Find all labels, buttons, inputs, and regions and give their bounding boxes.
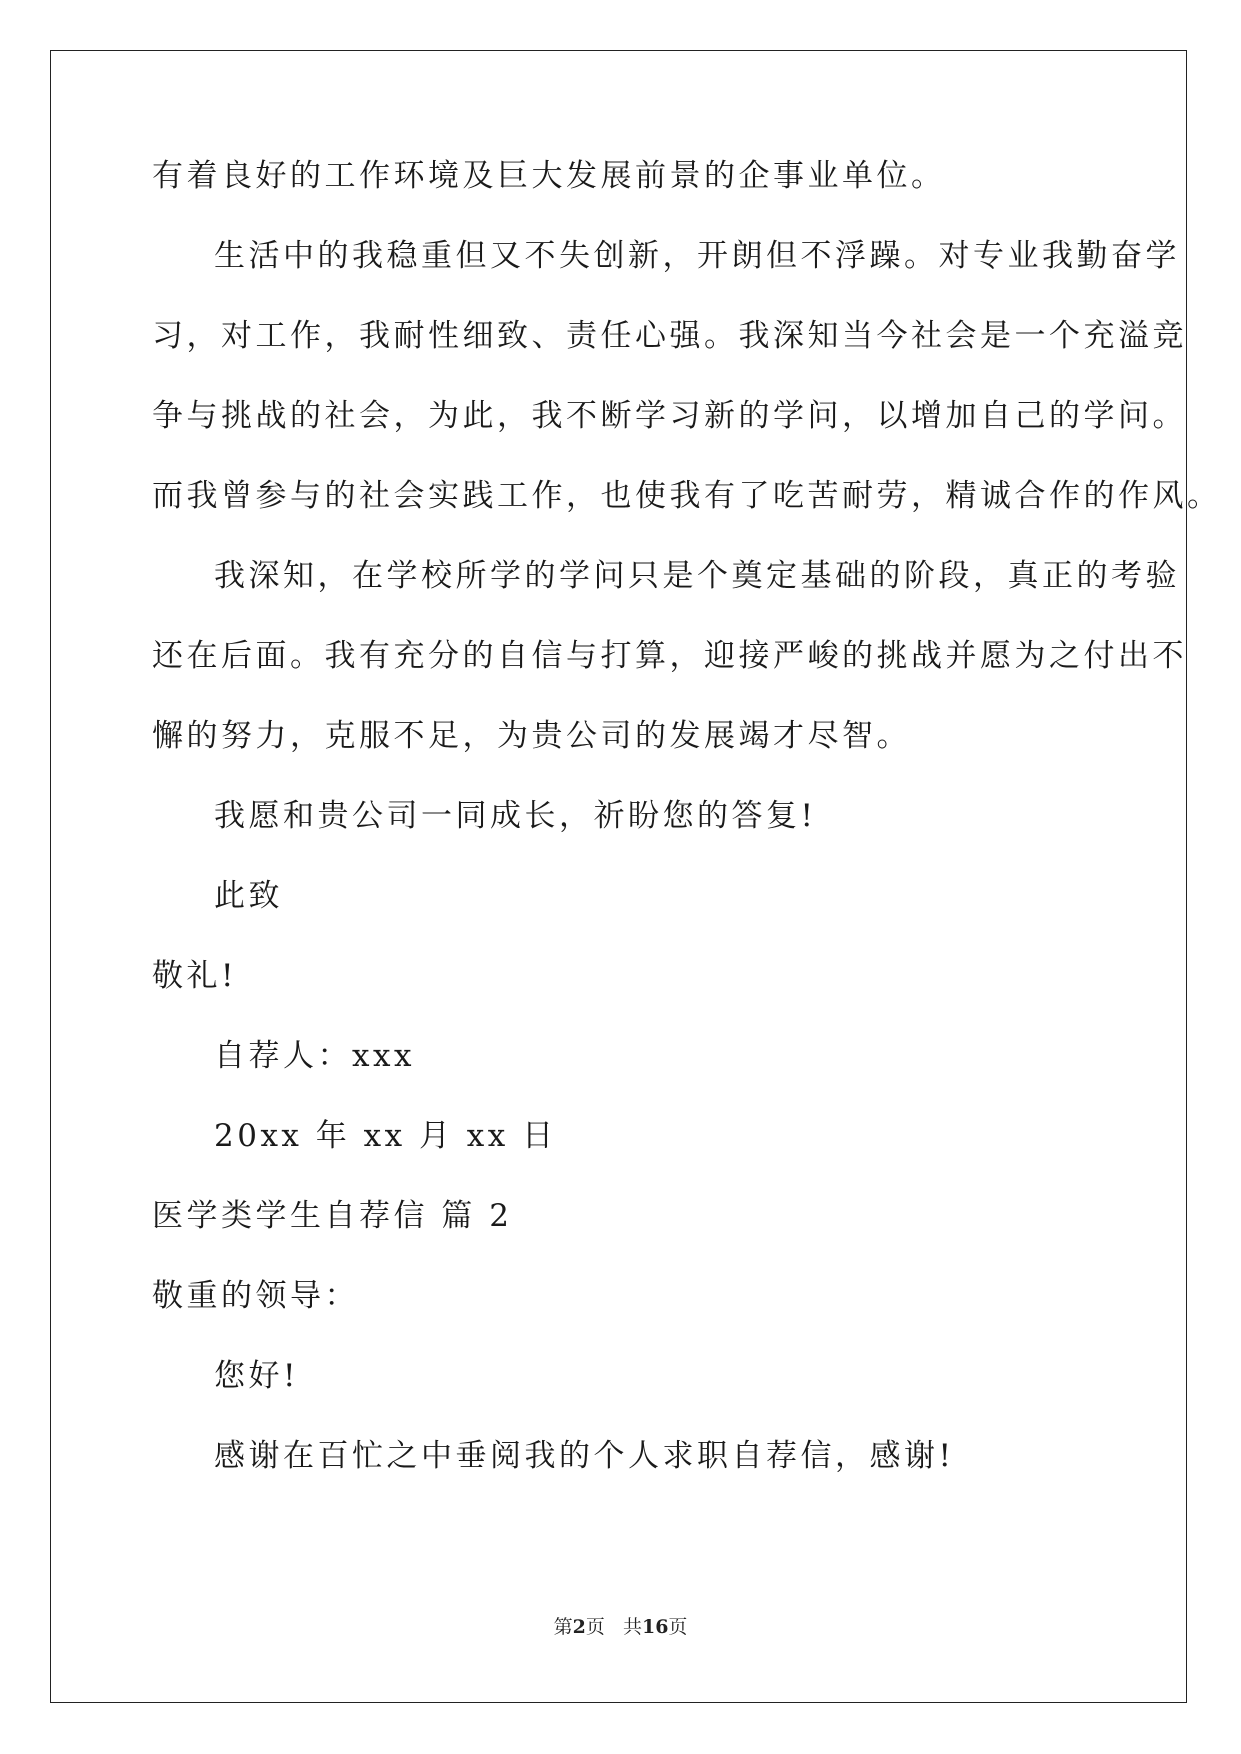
body-line-2: 生活中的我稳重但又不失创新，开朗但不浮躁。对专业我勤奋学 [214,238,1180,274]
page-prefix: 第 [553,1616,573,1638]
total-prefix: 共 [622,1616,642,1638]
body-line-3: 习，对工作，我耐性细致、责任心强。我深知当今社会是一个充溢竞 [152,318,1187,354]
body-line-5: 而我曾参与的社会实践工作，也使我有了吃苦耐劳，精诚合作的作风。 [152,478,1222,514]
page-total: 16 [641,1616,669,1638]
section-title: 医学类学生自荐信 篇 2 [152,1198,513,1234]
body-line-7: 还在后面。我有充分的自信与打算，迎接严峻的挑战并愿为之付出不 [152,638,1187,674]
greeting: 您好! [214,1358,299,1394]
signature: 自荐人：xxx [214,1038,415,1074]
body-line-4: 争与挑战的社会，为此，我不断学习新的学问，以增加自己的学问。 [152,398,1187,434]
total-suffix: 页 [668,1616,688,1638]
body-line-thanks: 感谢在百忙之中垂阅我的个人求职自荐信，感谢! [214,1438,955,1474]
closing-salute: 敬礼! [152,958,237,994]
closing-greeting: 此致 [214,878,283,914]
date-line: 20xx 年 xx 月 xx 日 [214,1118,557,1154]
page-current: 2 [572,1616,586,1638]
body-line-8: 懈的努力，克服不足，为贵公司的发展竭才尽智。 [152,718,911,754]
salutation: 敬重的领导： [152,1278,359,1314]
body-line-9: 我愿和贵公司一同成长，祈盼您的答复! [214,798,817,834]
body-line-1: 有着良好的工作环境及巨大发展前景的企事业单位。 [152,158,946,194]
body-line-6: 我深知，在学校所学的学问只是个奠定基础的阶段，真正的考验 [214,558,1180,594]
page-footer [0,1615,1241,1639]
page-suffix: 页 [585,1616,605,1638]
